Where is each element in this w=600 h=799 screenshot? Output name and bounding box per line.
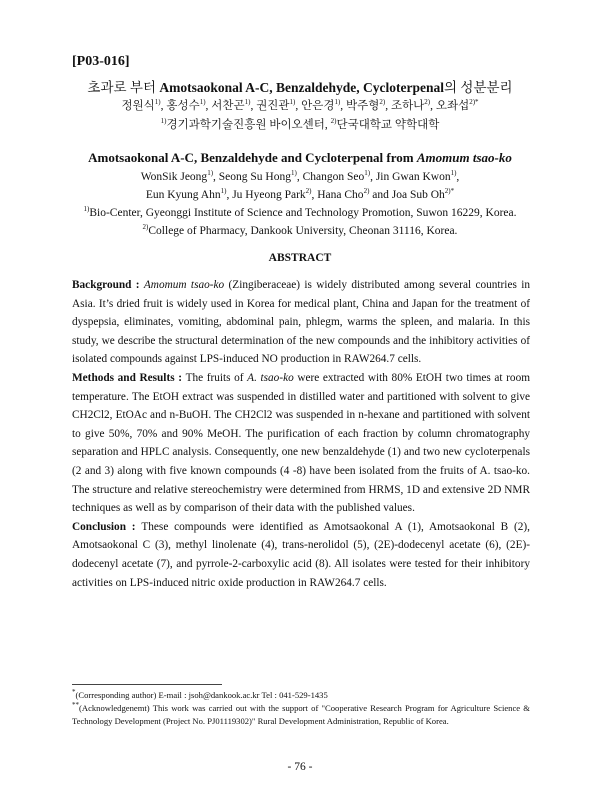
conclusion-paragraph: Conclusion : These compounds were identified as Amotsaokonal A (1), Amotsaokonal B (2), Amotsaokonal C (3), methyl linolenate (4), trans-nerolidol (5), (2E)-dodecenyl acetate (6), (2E)-dodecenyl acetate (7), and pyrrole-2-carboxylic acid (8). All isolates were tested for their inhibitory activities on LPS-induced nitric oxide production in RAW264.7 cells. — [72, 520, 530, 589]
author-name: 오좌섭 — [435, 100, 470, 112]
author-name: Hana Cho — [317, 189, 364, 201]
page-number: - 76 - — [287, 761, 313, 773]
author-affiliation-mark: 2)* — [469, 98, 479, 107]
author-name: Eun Kyung Ahn — [145, 189, 221, 201]
korean-authors: 정원식$^{1)}$, 홍성수$^{1)}$, 서찬곤$^{1)}$, 권진관$^{1)}$, 안은경$^{1)}$, 박주형$^{2)}$, 조하나$^{2)}$, 오좌섭$^{2)*}$ — [121, 98, 479, 112]
author-affiliation-mark: 1) — [207, 169, 214, 178]
affiliation-1: $^{1)}$Bio-Center, Gyeonggi Institute of Science and Technology Promotion, Suwon 16229, Korea. — [83, 205, 517, 219]
author-name: 조하나 — [390, 100, 425, 112]
author-name: 홍성수 — [166, 100, 200, 112]
background-paragraph: Background : Amomum tsao-ko (Zingiberaceae) is widely distributed among several countries in Asia. It’s dried fruit is widely used in Korea for medical plant, China and Japan for the treatment of dyspepsia, eliminates, vomiting, abdominal pain, phlegm, warms the spleen, and malaria. In this study, we describe the structural determination of the new compounds and the inhibitory activities of isolated compounds against LPS-induced NO production in RAW264.7 cells. — [72, 279, 530, 366]
author-name: 정원식 — [121, 100, 155, 112]
author-name: 서찬곤 — [211, 100, 245, 112]
author-affiliation-mark: 1) — [450, 169, 457, 178]
korean-title-prefix: 초과로 부터 — [87, 80, 160, 95]
footnote-corresponding-author: *(Corresponding author) E-mail : jsoh@dankook.ac.kr Tel : 041-529-1435 — [72, 688, 328, 700]
poster-code: [P03-016] — [72, 54, 130, 69]
methods-paragraph: Methods and Results : The fruits of A. tsao-ko were extracted with 80% EtOH two times at room temperature. The EtOH extract was suspended in distilled water and partitioned with solvent to give CH2Cl2, EtOAc and n-BuOH. The CH2Cl2 was suspended in n-hexane and partitioned with solvent to give 50%, 70% and 90% MeOH. The purification of each fraction by column chromatography separation and HPLC analysis. Consequently, one new benzaldehyde (1) and two new cycloterpenals (2 and 3) along with five known compounds (4 ‐8) have been isolated from the fruits of A. tsao-ko. The structure and relative stereochemistry were determined from HRMS, 1D and extensive 2D NMR techniques as well as by comparison of their data with the published values. — [72, 371, 530, 515]
affiliation-2: $^{2)}$College of Pharmacy, Dankook University, Cheonan 31116, Korea. — [142, 223, 458, 237]
author-name: 박주형 — [346, 100, 380, 112]
author-name: Seong Su Hong — [218, 171, 291, 183]
korean-title-compounds: Amotsaokonal A-C, Benzaldehyde, Cycloterpenal — [159, 80, 444, 95]
author-name: 권진관 — [256, 100, 290, 112]
author-affiliation-mark: 1) — [289, 98, 296, 107]
author-affiliation-mark: 1) — [220, 187, 227, 196]
author-name: Changon Seo — [302, 171, 365, 183]
footnote-acknowledgement: **(Acknowledgenemt) This work was carried out with the support of "Cooperative Research Program for Agriculture Science & Technology Development (Project No. PJ01119302)" Rural Development Administration, Republic of Korea. — [72, 701, 530, 726]
author-affiliation-mark: 1) — [334, 98, 341, 107]
author-affiliation-mark: 1) — [244, 98, 251, 107]
author-name: 안은경 — [301, 100, 335, 112]
species-name: Amomum tsao-ko — [416, 150, 512, 165]
author-name: Jin Gwan Kwon — [375, 171, 451, 183]
abstract-heading: ABSTRACT — [268, 252, 332, 264]
author-affiliation-mark: 2) — [363, 187, 370, 196]
author-affiliation-mark: 2) — [424, 98, 431, 107]
author-affiliation-mark: 2) — [379, 98, 386, 107]
author-affiliation-mark: 1) — [364, 169, 371, 178]
author-affiliation-mark: 1) — [154, 98, 161, 107]
korean-title-suffix: 의 성분분리 — [444, 80, 513, 95]
abstract-body — [72, 276, 530, 592]
footnote-divider — [72, 684, 222, 685]
korean-affiliations: $^{1)}$경기과학기술진흥원 바이오센터, $^{2)}$단국대학교 약학대학 — [160, 117, 440, 131]
english-authors-line-1: WonSik Jeong$^{1)}$, Seong Su Hong$^{1)}$, Changon Seo$^{1)}$, Jin Gwan Kwon$^{1)}$, — [140, 169, 460, 183]
author-affiliation-mark: 1) — [290, 169, 297, 178]
english-authors-line-2: Eun Kyung Ahn$^{1)}$, Ju Hyeong Park$^{2)}$, Hana Cho$^{2)}$ and Joa Sub $Oh^{2)*}$ — [145, 187, 455, 201]
author-name: WonSik Jeong — [140, 171, 208, 183]
author-affiliation-mark: 2)* — [444, 187, 455, 196]
author-name: Joa Sub Oh — [391, 189, 445, 201]
author-affiliation-mark: 2) — [305, 187, 312, 196]
author-name: Ju Hyeong Park — [232, 189, 306, 201]
korean-title — [0, 76, 600, 96]
english-title: Amotsaokonal A-C, Benzaldehyde and Cycloterpenal from Amomum tsao-ko — [88, 150, 512, 165]
author-affiliation-mark: 1) — [199, 98, 206, 107]
